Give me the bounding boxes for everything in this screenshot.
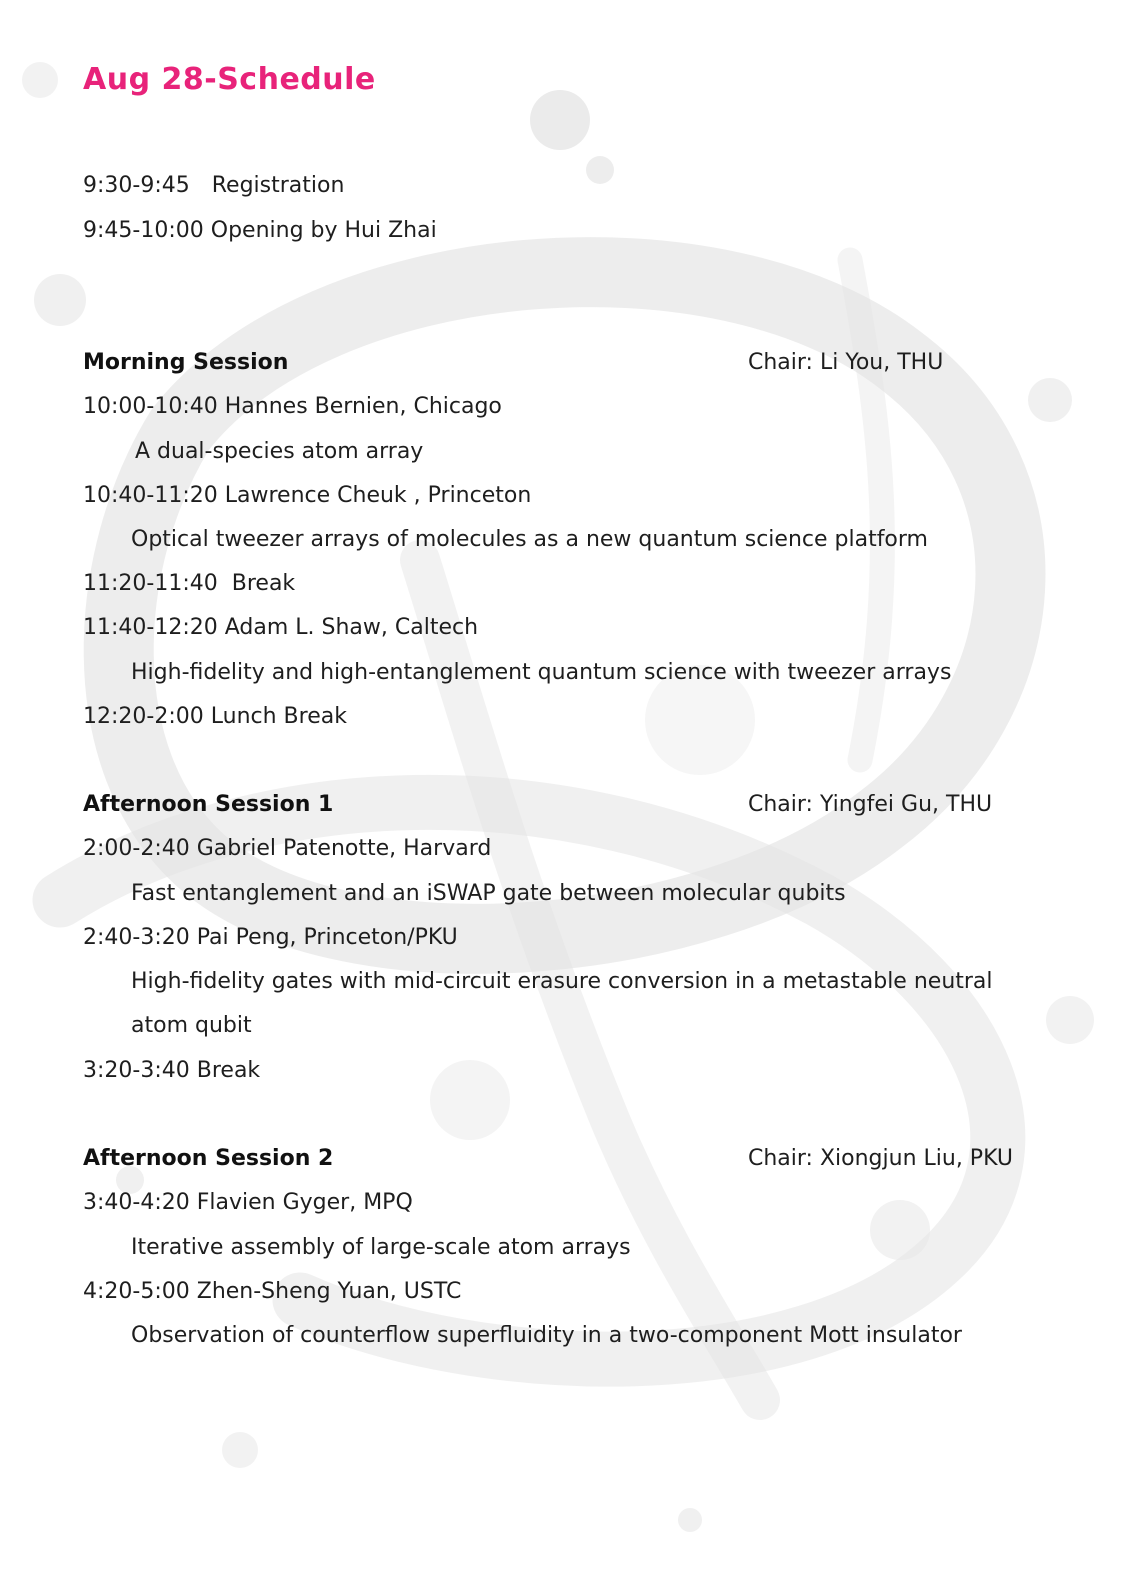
talk-title: Iterative assembly of large-scale atom arrays: [131, 1235, 631, 1260]
session-header-afternoon-2: [83, 1144, 1038, 1174]
schedule-item-break: [83, 1056, 260, 1086]
item-time: 9:45-10:00: [83, 218, 204, 243]
item-speaker: Zhen-Sheng Yuan, USTC: [196, 1279, 462, 1304]
session-header-afternoon-1: [83, 790, 1038, 820]
session-chair: Chair: Yingfei Gu, THU: [748, 792, 993, 817]
item-time: 3:40-4:20: [83, 1190, 190, 1215]
talk-title: Fast entanglement and an iSWAP gate between molecular qubits: [131, 881, 846, 906]
item-text: Opening by Hui Zhai: [210, 218, 437, 243]
item-speaker: Adam L. Shaw, Caltech: [224, 615, 479, 640]
talk-title: High-fidelity and high-entanglement quantum science with tweezer arrays: [131, 660, 952, 685]
session-name: Morning Session: [83, 350, 289, 375]
item-speaker: Break: [231, 571, 296, 596]
item-speaker: Gabriel Patenotte, Harvard: [196, 836, 492, 861]
schedule-item-opening: [83, 216, 437, 246]
schedule-item: [83, 1277, 461, 1307]
talk-title: A dual-species atom array: [135, 439, 424, 464]
item-speaker: Hannes Bernien, Chicago: [224, 394, 502, 419]
item-speaker: Pai Peng, Princeton/PKU: [196, 925, 458, 950]
item-time: 11:20-11:40: [83, 571, 218, 596]
session-name: Afternoon Session 1: [83, 792, 334, 817]
schedule-item-lunch: [83, 702, 347, 732]
talk-title-continued: atom qubit: [131, 1013, 252, 1038]
session-chair: Chair: Xiongjun Liu, PKU: [748, 1146, 1014, 1171]
schedule-item: [83, 1188, 413, 1218]
item-time: 11:40-12:20: [83, 615, 218, 640]
item-text: Registration: [211, 173, 345, 198]
item-time: 9:30-9:45: [83, 173, 190, 198]
item-time: 2:00-2:40: [83, 836, 190, 861]
item-speaker: Break: [196, 1058, 261, 1083]
schedule-item: [83, 481, 531, 511]
schedule-item: [83, 834, 491, 864]
talk-title: Optical tweezer arrays of molecules as a new quantum science platform: [131, 527, 928, 552]
item-time: 3:20-3:40: [83, 1058, 190, 1083]
item-time: 10:00-10:40: [83, 394, 218, 419]
schedule-item: [83, 923, 458, 953]
session-chair: Chair: Li You, THU: [748, 350, 944, 375]
schedule-item: [83, 613, 478, 643]
item-speaker: Lawrence Cheuk , Princeton: [224, 483, 532, 508]
item-speaker: Lunch Break: [210, 704, 347, 729]
item-speaker: Flavien Gyger, MPQ: [196, 1190, 413, 1215]
page-title: Aug 28-Schedule: [83, 62, 376, 97]
item-time: 12:20-2:00: [83, 704, 204, 729]
item-time: 4:20-5:00: [83, 1279, 190, 1304]
schedule-item-break: [83, 569, 295, 599]
schedule-item-registration: [83, 171, 344, 201]
talk-title: High-fidelity gates with mid-circuit erasure conversion in a metastable neutral: [131, 969, 993, 994]
talk-title: Observation of counterflow superfluidity in a two-component Mott insulator: [131, 1323, 962, 1348]
item-time: 2:40-3:20: [83, 925, 190, 950]
schedule-item: [83, 392, 502, 422]
session-header-morning: [83, 348, 1038, 378]
item-time: 10:40-11:20: [83, 483, 218, 508]
session-name: Afternoon Session 2: [83, 1146, 334, 1171]
